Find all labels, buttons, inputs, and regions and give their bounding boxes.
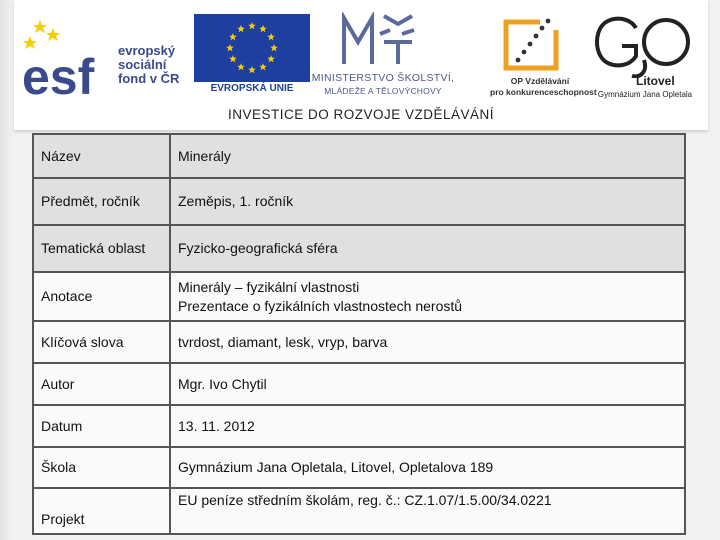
eu-logo (194, 14, 310, 98)
eu-star-icon (267, 55, 275, 62)
row-value-line1: Minerály – fyzikální vlastnosti (178, 278, 360, 295)
eu-star-icon (248, 22, 256, 29)
banner-title: INVESTICE DO ROZVOJE VZDĚLÁVÁNÍ (227, 107, 495, 122)
eu-label: EVROPSKÁ UNIE (210, 83, 294, 94)
row-value: EU peníze středním školám, reg. č.: CZ.1.07/1.5.00/34.0221 (170, 488, 685, 534)
row-label: Škola (33, 447, 170, 488)
info-table (32, 133, 686, 535)
eu-star-icon (237, 25, 245, 32)
row-label: Autor (33, 363, 170, 405)
go-mark-icon (592, 14, 692, 78)
eu-star-icon (259, 63, 267, 70)
table-row (33, 321, 685, 363)
row-value (170, 272, 685, 321)
esf-line3: fond v ČR (118, 71, 180, 86)
school-logo (586, 14, 704, 104)
op-mark-icon (502, 12, 566, 74)
row-value: 13. 11. 2012 (170, 405, 685, 447)
page-edge (0, 0, 14, 540)
msmt-line1: MINISTERSTVO ŠKOLSTVÍ, (311, 72, 455, 84)
msmt-line2: MLÁDEŽE A TĚLOVÝCHOVY (324, 86, 442, 96)
esf-line2: sociální (118, 57, 167, 72)
op-line2: pro konkurenceschopnost (490, 87, 597, 97)
esf-logo (20, 14, 192, 98)
table-row (33, 225, 685, 272)
esf-wordmark (118, 44, 198, 86)
row-value: Zeměpis, 1. ročník (170, 178, 685, 225)
row-label: Datum (33, 405, 170, 447)
school-logo-name: Gymnázium Jana Opletala (597, 90, 693, 99)
table-row (33, 363, 685, 405)
eu-star-icon (229, 55, 237, 62)
row-value: Minerály (170, 134, 685, 178)
school-logo-city: Litovel (636, 74, 675, 88)
esf-mark-icon (20, 14, 116, 98)
esf-line1: evropský (118, 43, 176, 58)
row-value: tvrdost, diamant, lesk, vryp, barva (170, 321, 685, 363)
row-label: Anotace (33, 272, 170, 321)
eu-star-icon (270, 44, 278, 51)
eu-star-icon (226, 44, 234, 51)
table-row (33, 178, 685, 225)
row-value: Mgr. Ivo Chytil (170, 363, 685, 405)
row-value: Fyzicko-geografická sféra (170, 225, 685, 272)
msmt-mark-icon (340, 12, 430, 68)
row-label: Tematická oblast (33, 225, 170, 272)
msmt-logo (298, 12, 468, 100)
op-line1: OP Vzdělávání (510, 76, 570, 86)
row-label: Předmět, ročník (33, 178, 170, 225)
row-label: Projekt (33, 488, 170, 534)
row-label: Klíčová slova (33, 321, 170, 363)
table-row (33, 405, 685, 447)
eu-star-icon (248, 66, 256, 73)
row-value: Gymnázium Jana Opletala, Litovel, Opletalova 189 (170, 447, 685, 488)
svg-text:esf: esf (22, 49, 95, 98)
table-row (33, 272, 685, 321)
row-label: Název (33, 134, 170, 178)
eu-star-icon (259, 25, 267, 32)
eu-star-icon (229, 33, 237, 40)
row-value-line2: Prezentace o fyzikálních vlastnostech nerostů (178, 297, 463, 314)
eu-star-icon (237, 63, 245, 70)
eu-flag-icon (194, 14, 310, 82)
table-row (33, 134, 685, 178)
op-logo (490, 12, 597, 100)
sponsor-banner (14, 0, 708, 130)
eu-star-icon (267, 33, 275, 40)
table-row (33, 488, 685, 534)
table-row (33, 447, 685, 488)
